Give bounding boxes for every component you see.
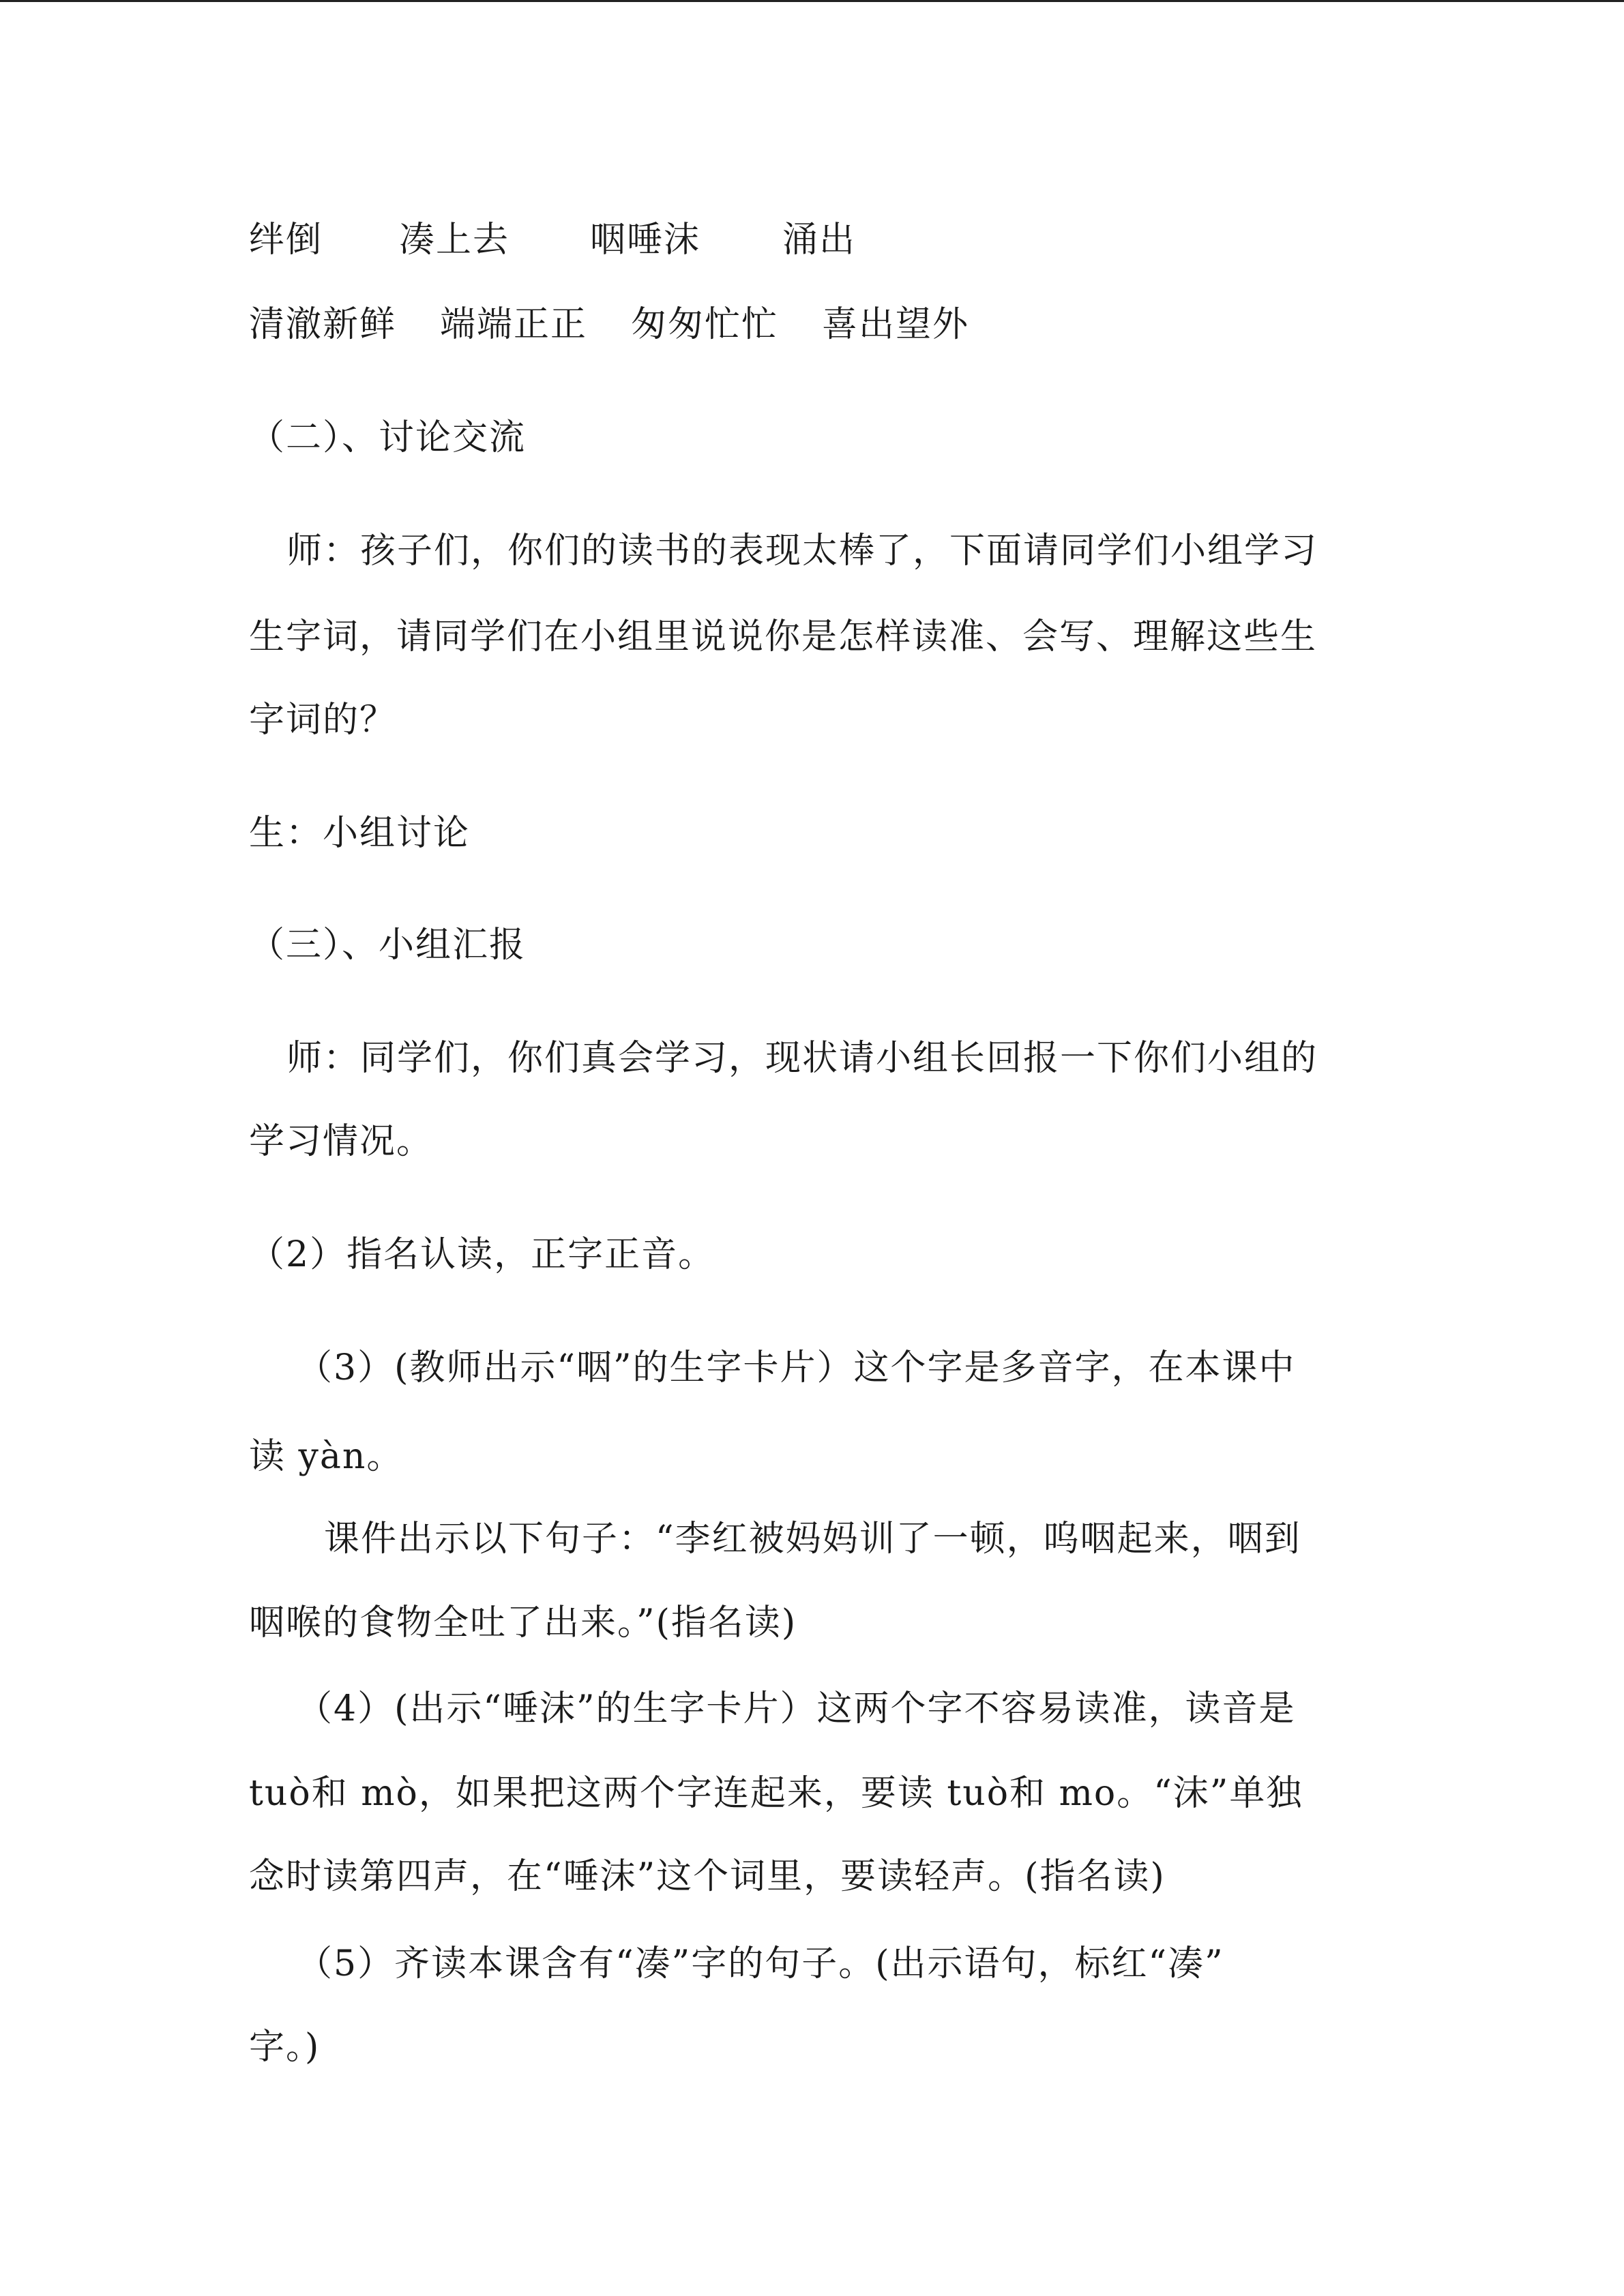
- section-heading-discussion: （二）、讨论交流: [249, 417, 527, 458]
- step-2: （2）指名认读，正字正音。: [249, 1234, 715, 1275]
- vocab-word: 涌出: [782, 220, 857, 260]
- step-5-line: 字。): [249, 2027, 321, 2068]
- vocab-word: 清澈新鲜: [249, 304, 397, 345]
- teacher-paragraph-line: 生字词，请同学们在小组里说说你是怎样读准、会写、理解这些生: [249, 616, 1318, 657]
- section-heading-report: （三）、小组汇报: [249, 925, 527, 966]
- student-response: 生：小组讨论: [249, 813, 471, 854]
- courseware-sentence-line: 咽喉的食物全吐了出来。”(指名读): [249, 1602, 797, 1643]
- step-3-line: （3）(教师出示“咽”的生字卡片）这个字是多音字，在本课中: [297, 1347, 1296, 1388]
- step-4-line: tuò和 mò，如果把这两个字连起来，要读 tuò和 mo。“沫”单独: [249, 1773, 1303, 1814]
- vocab-word: 匆匆忙忙: [631, 304, 779, 345]
- vocab-word: 咽唾沫: [590, 220, 701, 260]
- step-3-line: 读 yàn。: [249, 1436, 404, 1477]
- vocab-word: 凑上去: [399, 220, 510, 260]
- vocab-word: 端端正正: [440, 304, 588, 345]
- courseware-sentence-line: 课件出示以下句子：“李红被妈妈训了一顿，呜咽起来，咽到: [324, 1519, 1301, 1560]
- teacher-paragraph-line: 师：孩子们，你们的读书的表现太棒了，下面请同学们小组学习: [286, 531, 1318, 571]
- teacher-paragraph-line: 学习情况。: [249, 1121, 434, 1162]
- vocab-word: 绊倒: [249, 220, 323, 260]
- vocab-row-2: [249, 303, 1408, 346]
- step-4-line: 念时读第四声，在“唾沫”这个词里，要读轻声。(指名读): [249, 1856, 1166, 1897]
- teacher-paragraph-line: 字词的？: [249, 700, 397, 741]
- vocab-word: 喜出望外: [822, 304, 970, 345]
- teacher-paragraph-line: 师：同学们，你们真会学习，现状请小组长回报一下你们小组的: [286, 1038, 1318, 1079]
- vocab-row-1: [249, 218, 1408, 262]
- step-4-line: （4）(出示“唾沫”的生字卡片）这两个字不容易读准，读音是: [297, 1688, 1296, 1729]
- page-top-border: [0, 0, 1624, 2]
- step-5-line: （5）齐读本课含有“凑”字的句子。(出示语句，标红“凑”: [297, 1943, 1224, 1984]
